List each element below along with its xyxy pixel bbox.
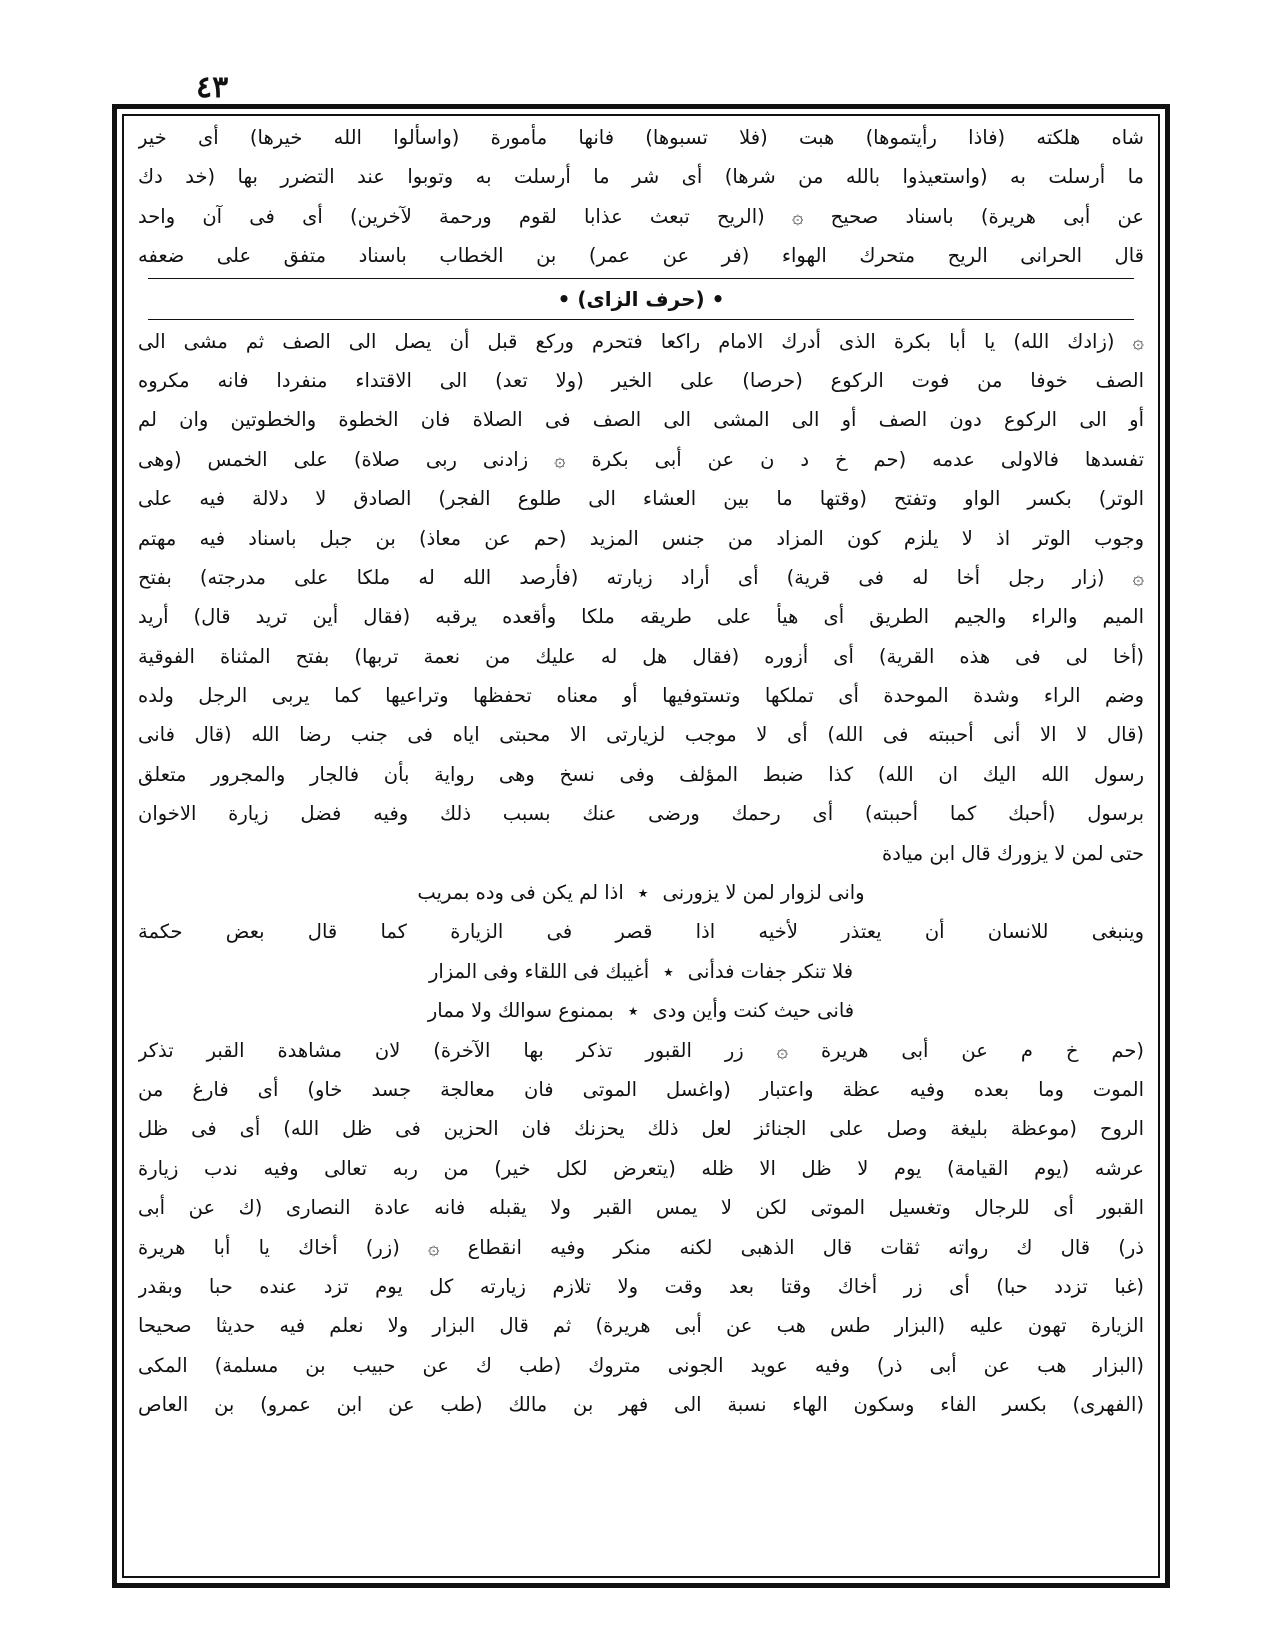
text-line: ما أرسلت به (واستعيذوا بالله من شرها) أى شر ما أرسلت به وتوبوا عند التضرر بها (خد دك	[138, 165, 1144, 189]
text-line: الروح (موعظة بليغة وصل على الجنائز لعل ذلك يحزنك فان الحزين فى ظل الله) أى فى ظل	[138, 1117, 1144, 1141]
verse-hemistich: فانى حيث كنت وأين ودى	[652, 999, 855, 1023]
verse-hemistich: وانى لزوار لمن لا يزورنى	[662, 881, 865, 905]
text-line: رسول الله اليك ان الله) كذا ضبط المؤلف وفى نسخ وهى رواية بأن فالجار والمجرور متعلق	[138, 762, 1144, 786]
poetry-verse	[138, 873, 1144, 912]
poetry-verse	[138, 991, 1144, 1030]
page-number: ٤٣	[196, 70, 229, 105]
text-line: (الفهرى) بكسر الفاء وسكون الهاء نسبة الى فهر بن مالك (طب عن ابن عمرو) بن العاص	[138, 1393, 1144, 1417]
verse-separator: ٭	[637, 881, 649, 905]
text-line: القبور أى للرجال وتغسيل الموتى لكن لا يمس القبر ولا يقبله فانه عادة النصارى (ك عن أبى	[138, 1196, 1144, 1220]
section-heading: • (حرف الزاى) •	[557, 286, 725, 311]
text-line: برسول (أحبك كما أحببته) أى رحمك ورضى عنك بسبب ذلك وفيه فضل زيارة الاخوان	[138, 802, 1144, 826]
page-content	[138, 118, 1144, 1568]
text-line: عرشه (يوم القيامة) يوم لا ظل الا ظله (يتعرض لكل خير) من ربه تعالى وفيه ندب زيارة	[138, 1156, 1144, 1180]
divider-rule	[148, 319, 1134, 320]
verse-separator: ٭	[627, 999, 639, 1023]
verse-hemistich: بممنوع سوالك ولا ممار	[427, 999, 614, 1023]
text-line: الميم والراء والجيم الطريق أى هيأ على طريقه ملكا وأقعده يرقبه (فقال أين تريد قال) أريد	[138, 605, 1144, 629]
text-line: وينبغى للانسان أن يعتذر لأخيه اذا قصر فى الزيارة كما قال بعض حكمة	[138, 920, 1144, 944]
text-line: الصف خوفا من فوت الركوع (حرصا) على الخير (ولا تعد) الى الاقتداء منفردا فانه مكروه	[138, 368, 1144, 392]
text-line: الوتر) بكسر الواو وتفتح (وقتها ما بين العشاء الى طلوع الفجر) الصادق لا دلالة فيه على	[138, 487, 1144, 511]
text-line: تفسدها فالاولى عدمه (حم خ د ن عن أبى بكرة ۞ زادنى ربى صلاة) على الخمس (وهى	[138, 447, 1144, 471]
text-line: (غبا تزدد حبا) أى زر أخاك وقتا بعد وقت ولا تلازم زيارته كل يوم تزد عنده حبا وبقدر	[138, 1274, 1144, 1298]
text-line: ۞ (زادك الله) يا أبا بكرة الذى أدرك الامام راكعا فتحرم وركع قبل أن يصل الى الصف ثم مشى الى	[138, 329, 1144, 353]
poetry-verse	[138, 952, 1144, 991]
text-line: ذر) قال ك رواته ثقات قال الذهبى لكنه منكر وفيه انقطاع ۞ (زر) أخاك يا أبا هريرة	[138, 1235, 1144, 1259]
text-line: أو الى الركوع دون الصف أو الى المشى الى الصف فى الصلاة فان الخطوة والخطوتين وان لم	[138, 408, 1144, 432]
verse-hemistich: فلا تنكر جفات فدأنى	[687, 959, 854, 983]
text-line: شاه هلكته (فاذا رأيتموها) هبت (فلا تسبوها) فانها مأمورة (واسألوا الله خيرها) أى خير	[138, 126, 1144, 149]
text-line: وجوب الوتر اذ لا يلزم كون المزاد من جنس المزيد (حم عن معاذ) بن جبل باسناد فيه مهتم	[138, 526, 1144, 550]
text-line: (أخا لى فى هذه القرية) أى أزوره (فقال هل له عليك من نعمة تربها) بفتح المثناة الفوقية	[138, 644, 1144, 668]
text-line: ۞ (زار رجل أخا له فى قرية) أى أراد زيارته (فأرصد الله له ملكا على مدرجته) بفتح	[138, 565, 1144, 589]
verse-separator: ٭	[663, 959, 674, 983]
verse-hemistich: اذا لم يكن فى وده بمريب	[417, 881, 624, 905]
text-line: وضم الراء وشدة الموحدة أى تملكها وتستوفيها أو معناه تحفظها وتراعيها كما يربى الرجل ولده	[138, 684, 1144, 708]
text-line: الموت وما بعده وفيه عظة واعتبار (واغسل الموتى فان معالجة جسد خاو) أى فارغ من	[138, 1077, 1144, 1101]
top-section	[138, 118, 1144, 276]
text-line: (قال لا الا أنى أحببته فى الله) أى لا موجب لزيارتى الا محبتى اياه فى جنب رضا الله (قال فانى	[138, 723, 1144, 747]
text-line: عن أبى هريرة) باسناد صحيح ۞ (الريح تبعث عذابا لقوم ورحمة لآخرين) أى فى آن واحد	[138, 204, 1144, 228]
text-line: (حم خ م عن أبى هريرة ۞ زر القبور تذكر بها الآخرة) لان مشاهدة القبر تذكر	[138, 1038, 1144, 1062]
main-text	[138, 322, 1144, 1425]
verse-hemistich: أغيبك فى اللقاء وفى المزار	[428, 959, 650, 983]
text-line: (البزار هب عن أبى ذر) وفيه عويد الجونى متروك (طب ك عن حبيب بن مسلمة) المكى	[138, 1353, 1144, 1377]
text-line: قال الحرانى الريح متحرك الهواء (فر عن عمر) بن الخطاب باسناد متفق على ضعفه	[138, 244, 1144, 268]
text-line: الزيارة تهون عليه (البزار طس هب عن أبى هريرة) ثم قال البزار ولا نعلم فيه حديثا صحيحا	[138, 1314, 1144, 1338]
divider-rule	[148, 278, 1134, 279]
text-line: حتى لمن لا يزورك قال ابن ميادة	[882, 841, 1144, 865]
